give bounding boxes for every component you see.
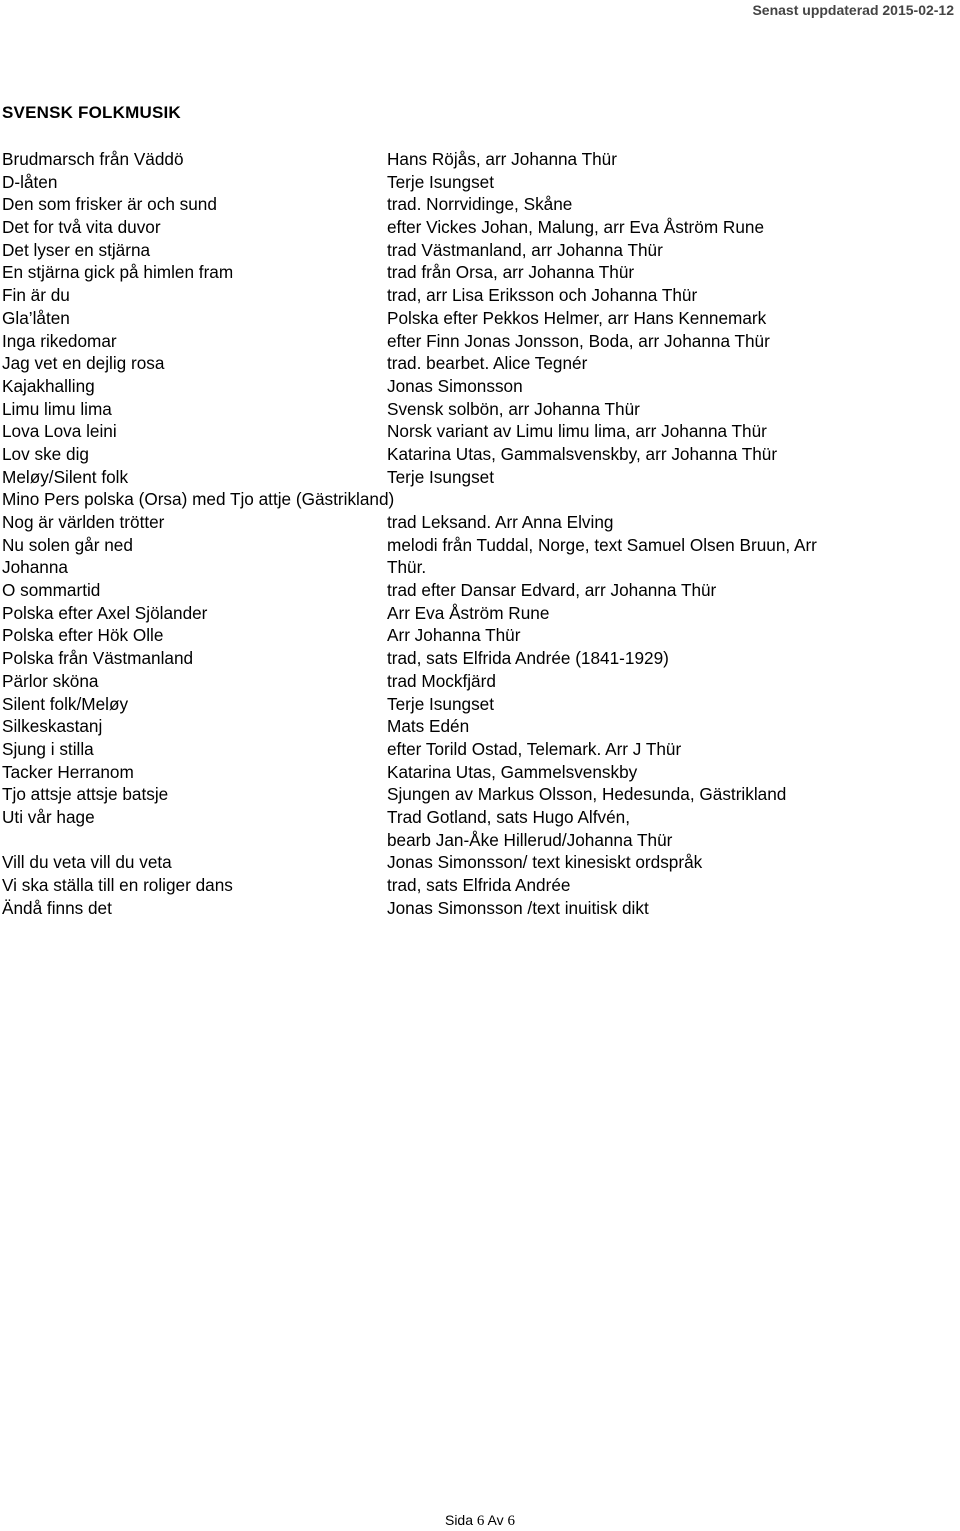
song-credit: trad Mockfjärd <box>387 670 496 691</box>
song-row <box>2 148 932 171</box>
song-row <box>2 624 932 647</box>
song-title: D-låten <box>2 171 58 192</box>
song-credit: Arr Johanna Thür <box>387 625 521 646</box>
song-title: Ändå finns det <box>2 897 112 918</box>
last-updated-note: Senast uppdaterad 2015-02-12 <box>752 2 954 18</box>
song-row <box>2 851 932 874</box>
song-row <box>2 261 932 284</box>
song-row <box>2 670 932 693</box>
song-title: Det for två vita duvor <box>2 217 161 238</box>
page-footer <box>0 1512 960 1530</box>
song-row <box>2 602 932 625</box>
song-title: Det lyser en stjärna <box>2 239 151 260</box>
song-title: Polska efter Axel Sjölander <box>2 602 208 623</box>
song-credit: efter Finn Jonas Jonsson, Boda, arr Johanna Thür <box>387 330 770 351</box>
song-credit: Terje Isungset <box>387 693 495 714</box>
song-credit: bearb Jan-Åke Hillerud/Johanna Thür <box>387 829 673 850</box>
song-title: Sjung i stilla <box>2 738 94 759</box>
song-credit: Thür. <box>387 557 427 578</box>
song-credit: Hans Röjås, arr Johanna Thür <box>387 149 617 169</box>
footer-of: Av <box>487 1512 504 1528</box>
song-title: Fin är du <box>2 285 70 306</box>
song-credit: trad, sats Elfrida Andrée (1841-1929) <box>387 648 669 669</box>
song-row <box>2 330 932 353</box>
song-credit: Katarina Utas, Gammalsvenskby, arr Johanna Thür <box>387 443 778 464</box>
footer-page-total: 6 <box>507 1513 516 1529</box>
song-row <box>2 579 932 602</box>
song-list <box>2 148 932 919</box>
footer-label: Sida <box>444 1512 474 1528</box>
song-title: Lov ske dig <box>2 443 89 464</box>
song-row <box>2 216 932 239</box>
song-credit: Arr Eva Åström Rune <box>387 602 550 623</box>
song-row <box>2 171 932 194</box>
song-row <box>2 783 932 806</box>
song-title: Tacker Herranom <box>2 761 134 782</box>
song-row <box>2 307 932 330</box>
song-title: Kajakhalling <box>2 375 95 396</box>
song-row <box>2 693 932 716</box>
song-title: Nog är världen trötter <box>2 512 165 532</box>
song-credit: Trad Gotland, sats Hugo Alfvén, <box>387 806 630 827</box>
song-row <box>2 715 932 738</box>
song-title: Brudmarsch från Väddö <box>2 149 184 169</box>
song-title: Limu limu lima <box>2 398 112 419</box>
song-row <box>2 239 932 262</box>
song-title: Pärlor sköna <box>2 670 99 691</box>
song-row <box>2 352 932 375</box>
song-credit: efter Torild Ostad, Telemark. Arr J Thür <box>387 738 682 759</box>
song-title: Silkeskastanj <box>2 716 103 737</box>
song-credit: Jonas Simonsson /text inuitisk dikt <box>387 897 649 918</box>
song-row <box>2 647 932 670</box>
song-row <box>2 829 932 852</box>
song-row <box>2 398 932 421</box>
song-credit: Katarina Utas, Gammelsvenskby <box>387 761 638 782</box>
song-credit: Terje Isungset <box>387 171 495 192</box>
song-credit: trad Västmanland, arr Johanna Thür <box>387 239 663 260</box>
song-title: Mino Pers polska (Orsa) med Tjo attje (Gästrikland) <box>2 489 395 510</box>
song-title: O sommartid <box>2 580 101 601</box>
song-title: Johanna <box>2 557 68 578</box>
song-credit: Jonas Simonsson/ text kinesiskt ordspråk <box>387 852 703 873</box>
song-title: Nu solen går ned <box>2 534 133 555</box>
song-title: Meløy/Silent folk <box>2 466 129 487</box>
song-title: En stjärna gick på himlen fram <box>2 262 234 283</box>
song-row <box>2 806 932 829</box>
song-row <box>2 761 932 784</box>
song-row <box>2 511 932 534</box>
section-title: SVENSK FOLKMUSIK <box>2 103 181 122</box>
song-title: Silent folk/Meløy <box>2 693 129 714</box>
song-credit: melodi från Tuddal, Norge, text Samuel Olsen Bruun, Arr <box>387 534 817 555</box>
song-row <box>2 420 932 443</box>
song-credit: trad från Orsa, arr Johanna Thür <box>387 262 635 283</box>
song-row <box>2 738 932 761</box>
footer-page-number: 6 <box>476 1513 485 1529</box>
song-title: Uti vår hage <box>2 806 95 827</box>
song-row <box>2 193 932 216</box>
song-credit: trad, sats Elfrida Andrée <box>387 875 571 895</box>
song-credit: efter Vickes Johan, Malung, arr Eva Åström Rune <box>387 217 765 238</box>
song-row <box>2 284 932 307</box>
song-credit: Jonas Simonsson <box>387 375 523 396</box>
song-title: Polska från Västmanland <box>2 648 194 669</box>
song-credit: trad, arr Lisa Eriksson och Johanna Thür <box>387 285 698 306</box>
song-title: Den som frisker är och sund <box>2 194 217 215</box>
song-row <box>2 897 932 920</box>
song-title: Jag vet en dejlig rosa <box>2 353 165 374</box>
song-credit: Polska efter Pekkos Helmer, arr Hans Kennemark <box>387 307 767 328</box>
song-title: Inga rikedomar <box>2 330 117 351</box>
song-row <box>2 874 932 897</box>
song-title: Lova Lova leini <box>2 421 117 442</box>
song-title: Polska efter Hök Olle <box>2 625 164 646</box>
song-credit: Norsk variant av Limu limu lima, arr Johanna Thür <box>387 421 767 442</box>
song-credit: Terje Isungset <box>387 466 495 487</box>
song-title: Gla’låten <box>2 307 70 328</box>
song-row <box>2 556 932 579</box>
song-row <box>2 375 932 398</box>
song-title: Tjo attsje attsje batsje <box>2 784 169 805</box>
song-row <box>2 534 932 557</box>
song-title: Vi ska ställa till en roliger dans <box>2 875 233 895</box>
song-credit: Sjungen av Markus Olsson, Hedesunda, Gästrikland <box>387 784 787 805</box>
song-credit: Svensk solbön, arr Johanna Thür <box>387 398 640 419</box>
song-title: Vill du veta vill du veta <box>2 852 172 873</box>
song-credit: trad Leksand. Arr Anna Elving <box>387 512 614 532</box>
song-credit: trad. bearbet. Alice Tegnér <box>387 353 588 374</box>
song-row <box>2 488 932 511</box>
song-credit: trad efter Dansar Edvard, arr Johanna Thür <box>387 580 717 601</box>
song-credit: trad. Norrvidinge, Skåne <box>387 194 573 215</box>
song-credit: Mats Edén <box>387 716 470 737</box>
song-row <box>2 466 932 489</box>
song-row <box>2 443 932 466</box>
